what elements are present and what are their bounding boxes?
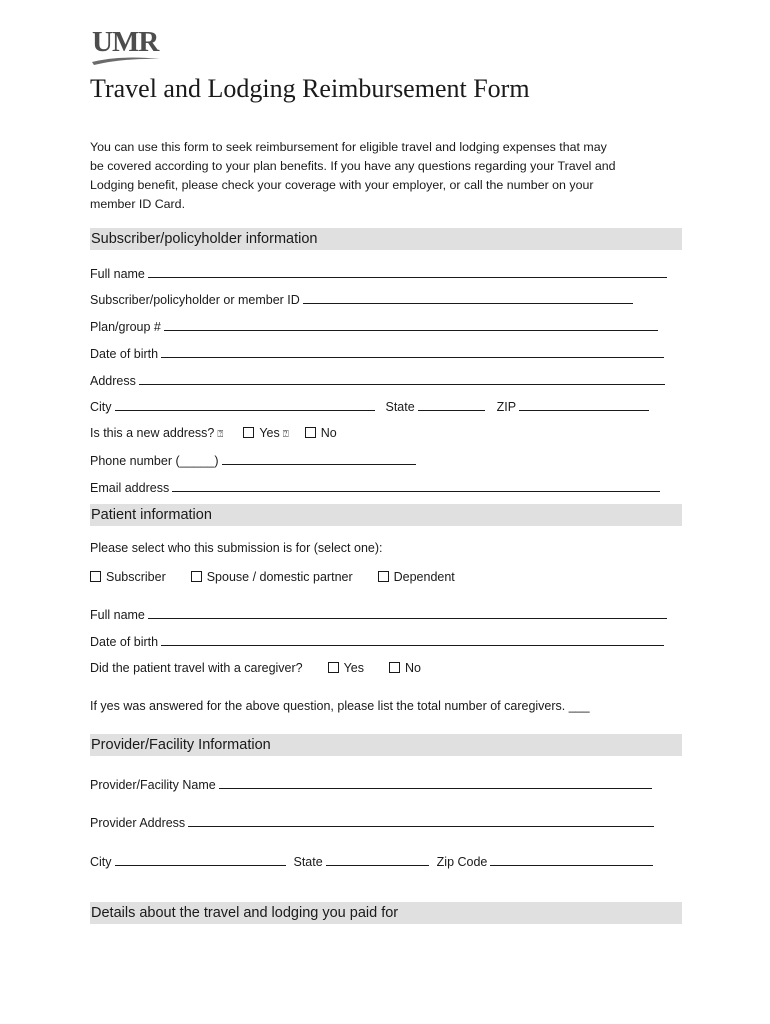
provider-city-state-zip-row	[90, 853, 653, 870]
intro-line-4: member ID Card.	[90, 197, 186, 211]
email-row	[90, 479, 660, 496]
provider-zip-label: Zip Code	[436, 855, 488, 869]
email-field[interactable]	[172, 479, 660, 492]
city-label: City	[90, 400, 112, 414]
provider-state-label: State	[293, 855, 323, 869]
patient-full-name-field[interactable]	[148, 606, 667, 619]
spouse-option-checkbox[interactable]	[191, 571, 202, 582]
details-section-heading: Details about the travel and lodging you paid for	[90, 902, 682, 924]
new-address-no-checkbox[interactable]	[305, 427, 316, 438]
provider-name-row	[90, 776, 652, 793]
provider-address-label: Provider Address	[90, 816, 186, 830]
caregiver-question: Did the patient travel with a caregiver?	[90, 661, 303, 675]
caregiver-no-label: No	[404, 661, 421, 675]
member-id-row	[90, 291, 633, 308]
missing-glyph-icon: ⍰	[282, 429, 289, 440]
provider-zip-field[interactable]	[490, 853, 653, 866]
patient-type-options-row	[90, 569, 455, 585]
address-field[interactable]	[139, 372, 665, 385]
patient-section-heading: Patient information	[90, 504, 682, 526]
intro-line-2: be covered according to your plan benefits. If you have any questions regarding your Travel and	[90, 159, 616, 173]
provider-city-field[interactable]	[115, 853, 286, 866]
email-label: Email address	[90, 481, 170, 495]
subscriber-option-checkbox[interactable]	[90, 571, 101, 582]
new-address-row	[90, 425, 337, 443]
city-field[interactable]	[115, 398, 375, 411]
city-state-zip-row	[90, 398, 649, 415]
address-row	[90, 372, 665, 389]
member-id-field[interactable]	[303, 291, 633, 304]
provider-name-label: Provider/Facility Name	[90, 778, 216, 792]
provider-city-label: City	[90, 855, 112, 869]
provider-state-field[interactable]	[326, 853, 429, 866]
form-title: Travel and Lodging Reimbursement Form	[90, 74, 530, 103]
provider-address-row	[90, 814, 654, 831]
umr-logo: UMR	[92, 26, 159, 58]
patient-dob-field[interactable]	[161, 633, 664, 646]
zip-field[interactable]	[519, 398, 649, 411]
state-label: State	[385, 400, 415, 414]
intro-line-3: Lodging benefit, please check your coverage with your employer, or call the number on your	[90, 178, 594, 192]
address-label: Address	[90, 374, 136, 388]
phone-label: Phone number (_____)	[90, 454, 219, 468]
patient-dob-label: Date of birth	[90, 635, 159, 649]
provider-section-heading: Provider/Facility Information	[90, 734, 682, 756]
phone-field[interactable]	[222, 452, 416, 465]
plan-group-row	[90, 318, 658, 335]
new-address-yes-label: Yes	[259, 426, 280, 440]
caregiver-no-checkbox[interactable]	[389, 662, 400, 673]
intro-line-1: You can use this form to seek reimbursement for eligible travel and lodging expenses that may	[90, 140, 607, 154]
patient-select-prompt: Please select who this submission is for (select one):	[90, 541, 383, 555]
new-address-no-label: No	[320, 426, 337, 440]
missing-glyph-icon: ⍰	[217, 429, 224, 440]
subscriber-dob-row	[90, 345, 664, 362]
patient-dob-row	[90, 633, 664, 650]
caregiver-row	[90, 660, 421, 676]
subscriber-full-name-label: Full name	[90, 267, 145, 281]
subscriber-section-heading: Subscriber/policyholder information	[90, 228, 682, 250]
logo-swoosh-icon	[90, 53, 162, 67]
subscriber-full-name-field[interactable]	[148, 265, 667, 278]
state-field[interactable]	[418, 398, 485, 411]
subscriber-full-name-row	[90, 265, 667, 282]
dependent-option-label: Dependent	[393, 570, 455, 584]
provider-address-field[interactable]	[188, 814, 654, 827]
patient-full-name-row	[90, 606, 667, 623]
caregiver-yes-label: Yes	[343, 661, 364, 675]
new-address-yes-checkbox[interactable]	[243, 427, 254, 438]
subscriber-option-label: Subscriber	[106, 570, 166, 584]
provider-name-field[interactable]	[219, 776, 652, 789]
caregiver-count-row: If yes was answered for the above question, please list the total number of caregivers. ___	[90, 699, 590, 713]
plan-group-label: Plan/group #	[90, 320, 161, 334]
dependent-option-checkbox[interactable]	[378, 571, 389, 582]
caregiver-yes-checkbox[interactable]	[328, 662, 339, 673]
subscriber-dob-field[interactable]	[161, 345, 664, 358]
member-id-label: Subscriber/policyholder or member ID	[90, 293, 300, 307]
subscriber-dob-label: Date of birth	[90, 347, 159, 361]
phone-row	[90, 452, 416, 469]
plan-group-field[interactable]	[164, 318, 658, 331]
spouse-option-label: Spouse / domestic partner	[206, 570, 353, 584]
patient-full-name-label: Full name	[90, 608, 145, 622]
new-address-question: Is this a new address?	[90, 426, 215, 440]
zip-label: ZIP	[496, 400, 517, 414]
intro-paragraph	[90, 138, 682, 214]
